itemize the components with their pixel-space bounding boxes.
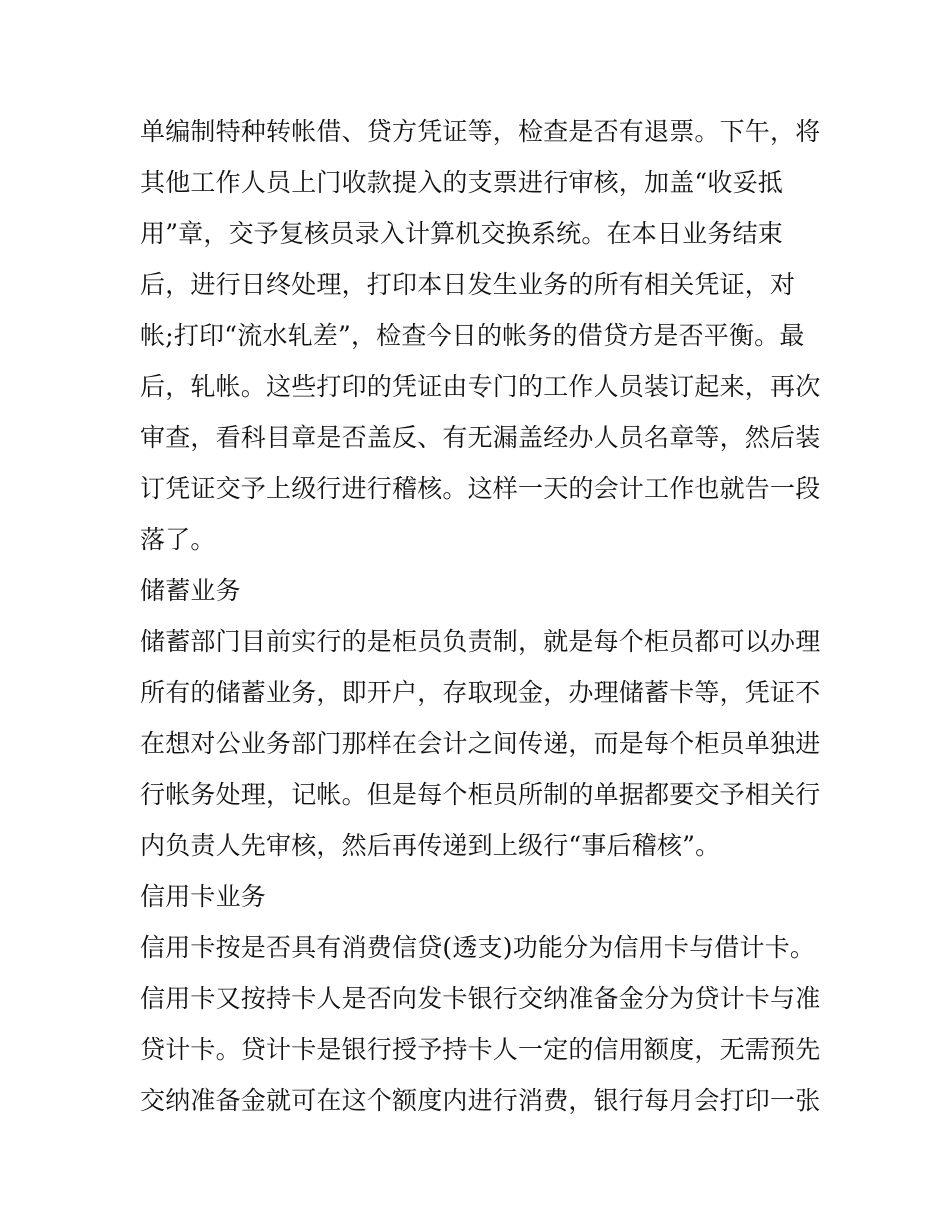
text-line: 订凭证交予上级行进行稽核。这样一天的会计工作也就告一段 (140, 474, 821, 503)
text-line: 行帐务处理，记帐。但是每个柜员所制的单据都要交予相关行 (140, 780, 821, 809)
text-line: 帐;打印“流水轧差”，检查今日的帐务的借贷方是否平衡。最 (140, 321, 805, 350)
text-line: 其他工作人员上门收款提入的支票进行审核，加盖“收妥抵 (140, 168, 783, 197)
text-line: 交纳准备金就可在这个额度内进行消费，银行每月会打印一张 (140, 1086, 821, 1115)
section-heading-credit-card: 信用卡业务 (140, 882, 267, 911)
text-line: 信用卡又按持卡人是否向发卡银行交纳准备金分为贷计卡与准 (140, 984, 821, 1013)
text-line: 储蓄部门目前实行的是柜员负责制，就是每个柜员都可以办理 (140, 627, 821, 656)
section-heading-savings: 储蓄业务 (140, 576, 241, 605)
text-line: 贷计卡。贷计卡是银行授予持卡人一定的信用额度，无需预先 (140, 1035, 821, 1064)
text-line: 信用卡按是否具有消费信贷(透支)功能分为信用卡与借计卡。 (140, 933, 816, 962)
text-line: 所有的储蓄业务，即开户，存取现金，办理储蓄卡等，凭证不 (140, 678, 821, 707)
text-line: 审查，看科目章是否盖反、有无漏盖经办人员名章等，然后装 (140, 423, 821, 452)
text-line: 内负责人先审核，然后再传递到上级行“事后稽核”。 (140, 831, 721, 860)
text-line: 后，轧帐。这些打印的凭证由专门的工作人员装订起来，再次 (140, 372, 821, 401)
text-line: 用”章，交予复核员录入计算机交换系统。在本日业务结束 (140, 219, 783, 248)
text-line: 在想对公业务部门那样在会计之间传递，而是每个柜员单独进 (140, 729, 821, 758)
text-line: 单编制特种转帐借、贷方凭证等，检查是否有退票。下午，将 (140, 117, 821, 146)
text-line: 后，进行日终处理，打印本日发生业务的所有相关凭证，对 (140, 270, 796, 299)
text-line: 落了。 (140, 525, 216, 554)
document-page (140, 106, 820, 1126)
